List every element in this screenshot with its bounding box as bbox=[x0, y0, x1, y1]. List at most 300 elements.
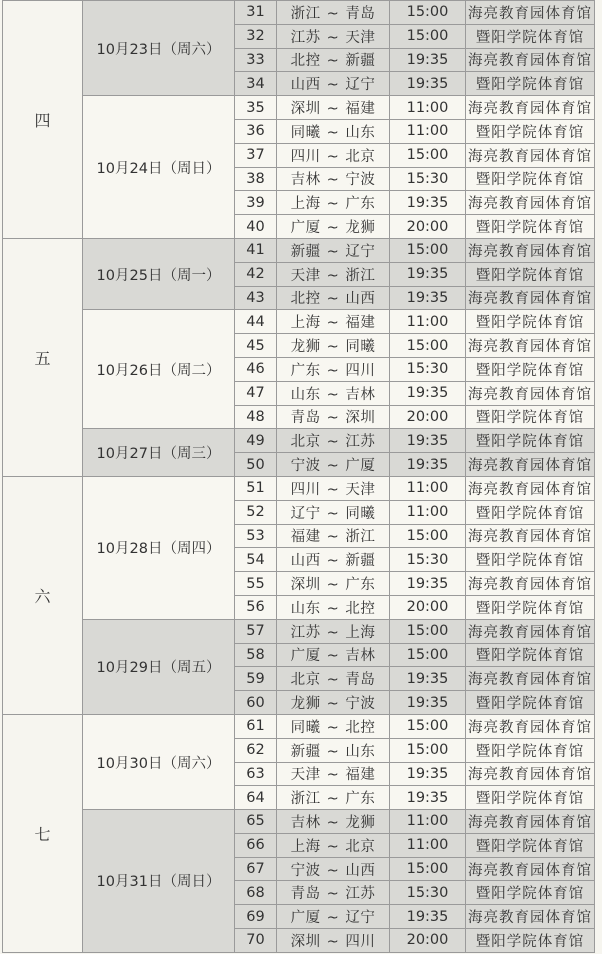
game-number: 41 bbox=[235, 238, 277, 262]
home-team: 宁波 bbox=[290, 458, 321, 475]
away-team: 北控 bbox=[345, 719, 376, 736]
home-team: 同曦 bbox=[290, 719, 321, 736]
venue: 海亮教育园体育馆 bbox=[466, 191, 595, 215]
away-team: 北控 bbox=[345, 600, 376, 617]
venue: 海亮教育园体育馆 bbox=[466, 143, 595, 167]
away-team: 福建 bbox=[345, 315, 376, 332]
home-team: 吉林 bbox=[290, 172, 321, 189]
match-date: 10月31日（周日） bbox=[83, 810, 235, 953]
venue: 暨阳学院体育馆 bbox=[466, 405, 595, 429]
game-number: 51 bbox=[235, 476, 277, 500]
away-team: 北京 bbox=[345, 148, 376, 165]
tip-off-time: 15:00 bbox=[390, 24, 466, 48]
tip-off-time: 11:00 bbox=[390, 810, 466, 834]
home-team: 新疆 bbox=[290, 243, 321, 260]
venue: 海亮教育园体育馆 bbox=[466, 48, 595, 72]
matchup bbox=[277, 762, 390, 786]
away-team: 同曦 bbox=[345, 339, 376, 356]
venue: 海亮教育园体育馆 bbox=[466, 524, 595, 548]
away-team: 山西 bbox=[345, 291, 376, 308]
match-date: 10月30日（周六） bbox=[83, 714, 235, 809]
venue: 暨阳学院体育馆 bbox=[466, 929, 595, 953]
home-team: 山西 bbox=[290, 77, 321, 94]
home-team: 江苏 bbox=[290, 624, 321, 641]
tip-off-time: 19:35 bbox=[390, 667, 466, 691]
matchup bbox=[277, 48, 390, 72]
matchup bbox=[277, 143, 390, 167]
away-team: 辽宁 bbox=[345, 77, 376, 94]
tip-off-time: 11:00 bbox=[390, 310, 466, 334]
game-number: 35 bbox=[235, 96, 277, 120]
matchup bbox=[277, 786, 390, 810]
venue: 海亮教育园体育馆 bbox=[466, 476, 595, 500]
away-team: 山西 bbox=[345, 862, 376, 879]
home-team: 山东 bbox=[290, 600, 321, 617]
game-number: 67 bbox=[235, 857, 277, 881]
away-team: 山东 bbox=[345, 743, 376, 760]
versus-separator: ~ bbox=[326, 339, 340, 356]
game-row bbox=[3, 714, 595, 738]
game-number: 39 bbox=[235, 191, 277, 215]
tip-off-time: 19:35 bbox=[390, 905, 466, 929]
away-team: 辽宁 bbox=[345, 910, 376, 927]
tip-off-time: 19:35 bbox=[390, 429, 466, 453]
game-number: 38 bbox=[235, 167, 277, 191]
home-team: 上海 bbox=[290, 838, 321, 855]
matchup bbox=[277, 857, 390, 881]
tip-off-time: 11:00 bbox=[390, 476, 466, 500]
matchup bbox=[277, 453, 390, 477]
game-number: 36 bbox=[235, 119, 277, 143]
versus-separator: ~ bbox=[326, 315, 340, 332]
match-date: 10月28日（周四） bbox=[83, 476, 235, 619]
game-row bbox=[3, 619, 595, 643]
venue: 暨阳学院体育馆 bbox=[466, 357, 595, 381]
game-row bbox=[3, 429, 595, 453]
matchup bbox=[277, 905, 390, 929]
home-team: 新疆 bbox=[290, 743, 321, 760]
versus-separator: ~ bbox=[326, 624, 340, 641]
away-team: 四川 bbox=[345, 362, 376, 379]
game-number: 64 bbox=[235, 786, 277, 810]
home-team: 山东 bbox=[290, 386, 321, 403]
versus-separator: ~ bbox=[326, 77, 340, 94]
home-team: 北京 bbox=[290, 672, 321, 689]
venue: 海亮教育园体育馆 bbox=[466, 286, 595, 310]
matchup bbox=[277, 24, 390, 48]
tip-off-time: 19:35 bbox=[390, 262, 466, 286]
versus-separator: ~ bbox=[326, 577, 340, 594]
matchup bbox=[277, 1, 390, 25]
away-team: 福建 bbox=[345, 101, 376, 118]
versus-separator: ~ bbox=[326, 29, 340, 46]
versus-separator: ~ bbox=[326, 553, 340, 570]
home-team: 福建 bbox=[290, 529, 321, 546]
game-row bbox=[3, 1, 595, 25]
versus-separator: ~ bbox=[326, 862, 340, 879]
away-team: 龙狮 bbox=[345, 814, 376, 831]
tip-off-time: 15:00 bbox=[390, 524, 466, 548]
venue: 暨阳学院体育馆 bbox=[466, 429, 595, 453]
venue: 暨阳学院体育馆 bbox=[466, 881, 595, 905]
round-label: 四 bbox=[3, 1, 83, 239]
away-team: 辽宁 bbox=[345, 243, 376, 260]
round-label: 六 bbox=[3, 476, 83, 714]
game-number: 60 bbox=[235, 691, 277, 715]
versus-separator: ~ bbox=[326, 672, 340, 689]
matchup bbox=[277, 191, 390, 215]
tip-off-time: 11:00 bbox=[390, 96, 466, 120]
home-team: 宁波 bbox=[290, 862, 321, 879]
versus-separator: ~ bbox=[326, 53, 340, 70]
home-team: 上海 bbox=[290, 196, 321, 213]
matchup bbox=[277, 619, 390, 643]
home-team: 四川 bbox=[290, 148, 321, 165]
tip-off-time: 15:00 bbox=[390, 738, 466, 762]
home-team: 广厦 bbox=[290, 220, 321, 237]
away-team: 四川 bbox=[345, 933, 376, 950]
matchup bbox=[277, 357, 390, 381]
versus-separator: ~ bbox=[326, 386, 340, 403]
tip-off-time: 11:00 bbox=[390, 500, 466, 524]
versus-separator: ~ bbox=[326, 933, 340, 950]
away-team: 吉林 bbox=[345, 648, 376, 665]
venue: 海亮教育园体育馆 bbox=[466, 381, 595, 405]
tip-off-time: 19:35 bbox=[390, 72, 466, 96]
game-number: 70 bbox=[235, 929, 277, 953]
versus-separator: ~ bbox=[326, 410, 340, 427]
venue: 暨阳学院体育馆 bbox=[466, 691, 595, 715]
home-team: 广厦 bbox=[290, 910, 321, 927]
venue: 海亮教育园体育馆 bbox=[466, 238, 595, 262]
game-number: 31 bbox=[235, 1, 277, 25]
versus-separator: ~ bbox=[326, 767, 340, 784]
game-number: 34 bbox=[235, 72, 277, 96]
tip-off-time: 19:35 bbox=[390, 381, 466, 405]
game-number: 46 bbox=[235, 357, 277, 381]
match-date: 10月29日（周五） bbox=[83, 619, 235, 714]
matchup bbox=[277, 738, 390, 762]
tip-off-time: 15:00 bbox=[390, 334, 466, 358]
home-team: 天津 bbox=[290, 267, 321, 284]
tip-off-time: 11:00 bbox=[390, 833, 466, 857]
matchup bbox=[277, 262, 390, 286]
game-number: 53 bbox=[235, 524, 277, 548]
home-team: 北控 bbox=[290, 53, 321, 70]
match-date: 10月23日（周六） bbox=[83, 1, 235, 96]
home-team: 上海 bbox=[290, 315, 321, 332]
tip-off-time: 20:00 bbox=[390, 215, 466, 239]
away-team: 新疆 bbox=[345, 53, 376, 70]
away-team: 青岛 bbox=[345, 672, 376, 689]
home-team: 四川 bbox=[290, 481, 321, 498]
game-number: 69 bbox=[235, 905, 277, 929]
matchup bbox=[277, 334, 390, 358]
venue: 海亮教育园体育馆 bbox=[466, 857, 595, 881]
tip-off-time: 19:35 bbox=[390, 691, 466, 715]
game-number: 47 bbox=[235, 381, 277, 405]
game-number: 54 bbox=[235, 548, 277, 572]
venue: 海亮教育园体育馆 bbox=[466, 762, 595, 786]
away-team: 龙狮 bbox=[345, 220, 376, 237]
venue: 暨阳学院体育馆 bbox=[466, 500, 595, 524]
matchup bbox=[277, 643, 390, 667]
versus-separator: ~ bbox=[326, 910, 340, 927]
versus-separator: ~ bbox=[326, 886, 340, 903]
home-team: 北控 bbox=[290, 291, 321, 308]
match-date: 10月26日（周二） bbox=[83, 310, 235, 429]
matchup bbox=[277, 72, 390, 96]
venue: 暨阳学院体育馆 bbox=[466, 738, 595, 762]
venue: 暨阳学院体育馆 bbox=[466, 24, 595, 48]
matchup bbox=[277, 595, 390, 619]
venue: 海亮教育园体育馆 bbox=[466, 334, 595, 358]
schedule-table bbox=[2, 0, 595, 953]
game-number: 56 bbox=[235, 595, 277, 619]
home-team: 天津 bbox=[290, 767, 321, 784]
matchup bbox=[277, 238, 390, 262]
versus-separator: ~ bbox=[326, 362, 340, 379]
venue: 海亮教育园体育馆 bbox=[466, 453, 595, 477]
matchup bbox=[277, 524, 390, 548]
round-label: 五 bbox=[3, 238, 83, 476]
tip-off-time: 15:00 bbox=[390, 643, 466, 667]
game-number: 32 bbox=[235, 24, 277, 48]
matchup bbox=[277, 548, 390, 572]
versus-separator: ~ bbox=[326, 529, 340, 546]
versus-separator: ~ bbox=[326, 243, 340, 260]
game-row bbox=[3, 310, 595, 334]
game-row bbox=[3, 476, 595, 500]
away-team: 江苏 bbox=[345, 434, 376, 451]
versus-separator: ~ bbox=[326, 124, 340, 141]
matchup bbox=[277, 96, 390, 120]
venue: 海亮教育园体育馆 bbox=[466, 619, 595, 643]
matchup bbox=[277, 667, 390, 691]
match-date: 10月25日（周一） bbox=[83, 238, 235, 309]
venue: 暨阳学院体育馆 bbox=[466, 310, 595, 334]
matchup bbox=[277, 286, 390, 310]
away-team: 浙江 bbox=[345, 529, 376, 546]
matchup bbox=[277, 405, 390, 429]
game-number: 52 bbox=[235, 500, 277, 524]
away-team: 山东 bbox=[345, 124, 376, 141]
versus-separator: ~ bbox=[326, 505, 340, 522]
versus-separator: ~ bbox=[326, 838, 340, 855]
away-team: 广东 bbox=[345, 196, 376, 213]
venue: 暨阳学院体育馆 bbox=[466, 72, 595, 96]
away-team: 北京 bbox=[345, 838, 376, 855]
matchup bbox=[277, 381, 390, 405]
home-team: 广东 bbox=[290, 362, 321, 379]
versus-separator: ~ bbox=[326, 458, 340, 475]
home-team: 浙江 bbox=[290, 791, 321, 808]
versus-separator: ~ bbox=[326, 434, 340, 451]
home-team: 青岛 bbox=[290, 410, 321, 427]
tip-off-time: 20:00 bbox=[390, 929, 466, 953]
matchup bbox=[277, 310, 390, 334]
home-team: 深圳 bbox=[290, 933, 321, 950]
match-date: 10月27日（周三） bbox=[83, 429, 235, 477]
tip-off-time: 19:35 bbox=[390, 191, 466, 215]
away-team: 深圳 bbox=[345, 410, 376, 427]
versus-separator: ~ bbox=[326, 696, 340, 712]
tip-off-time: 15:00 bbox=[390, 1, 466, 25]
home-team: 广厦 bbox=[290, 648, 321, 665]
tip-off-time: 15:00 bbox=[390, 714, 466, 738]
home-team: 龙狮 bbox=[290, 696, 321, 712]
versus-separator: ~ bbox=[326, 481, 340, 498]
away-team: 同曦 bbox=[345, 505, 376, 522]
versus-separator: ~ bbox=[326, 791, 340, 808]
matchup bbox=[277, 810, 390, 834]
tip-off-time: 15:00 bbox=[390, 238, 466, 262]
versus-separator: ~ bbox=[326, 814, 340, 831]
matchup bbox=[277, 500, 390, 524]
tip-off-time: 15:30 bbox=[390, 548, 466, 572]
game-number: 55 bbox=[235, 572, 277, 596]
game-number: 49 bbox=[235, 429, 277, 453]
game-number: 63 bbox=[235, 762, 277, 786]
game-number: 43 bbox=[235, 286, 277, 310]
away-team: 广东 bbox=[345, 791, 376, 808]
versus-separator: ~ bbox=[326, 648, 340, 665]
away-team: 宁波 bbox=[345, 696, 376, 712]
matchup bbox=[277, 215, 390, 239]
versus-separator: ~ bbox=[326, 719, 340, 736]
home-team: 浙江 bbox=[290, 5, 321, 22]
tip-off-time: 15:00 bbox=[390, 619, 466, 643]
away-team: 天津 bbox=[345, 29, 376, 46]
schedule-body bbox=[3, 1, 595, 953]
venue: 暨阳学院体育馆 bbox=[466, 119, 595, 143]
versus-separator: ~ bbox=[326, 148, 340, 165]
versus-separator: ~ bbox=[326, 5, 340, 22]
tip-off-time: 15:30 bbox=[390, 357, 466, 381]
venue: 暨阳学院体育馆 bbox=[466, 215, 595, 239]
game-number: 61 bbox=[235, 714, 277, 738]
venue: 海亮教育园体育馆 bbox=[466, 96, 595, 120]
round-label: 七 bbox=[3, 714, 83, 952]
tip-off-time: 19:35 bbox=[390, 762, 466, 786]
matchup bbox=[277, 691, 390, 715]
home-team: 辽宁 bbox=[290, 505, 321, 522]
home-team: 江苏 bbox=[290, 29, 321, 46]
venue: 暨阳学院体育馆 bbox=[466, 786, 595, 810]
away-team: 上海 bbox=[345, 624, 376, 641]
game-number: 58 bbox=[235, 643, 277, 667]
home-team: 同曦 bbox=[290, 124, 321, 141]
venue: 海亮教育园体育馆 bbox=[466, 572, 595, 596]
game-number: 57 bbox=[235, 619, 277, 643]
venue: 海亮教育园体育馆 bbox=[466, 905, 595, 929]
versus-separator: ~ bbox=[326, 743, 340, 760]
game-number: 48 bbox=[235, 405, 277, 429]
matchup bbox=[277, 881, 390, 905]
versus-separator: ~ bbox=[326, 220, 340, 237]
tip-off-time: 11:00 bbox=[390, 119, 466, 143]
game-number: 33 bbox=[235, 48, 277, 72]
tip-off-time: 15:00 bbox=[390, 857, 466, 881]
game-number: 45 bbox=[235, 334, 277, 358]
away-team: 广东 bbox=[345, 577, 376, 594]
tip-off-time: 19:35 bbox=[390, 48, 466, 72]
tip-off-time: 19:35 bbox=[390, 572, 466, 596]
home-team: 青岛 bbox=[290, 886, 321, 903]
game-number: 62 bbox=[235, 738, 277, 762]
game-row bbox=[3, 96, 595, 120]
game-row bbox=[3, 810, 595, 834]
venue: 暨阳学院体育馆 bbox=[466, 833, 595, 857]
game-number: 66 bbox=[235, 833, 277, 857]
venue: 暨阳学院体育馆 bbox=[466, 595, 595, 619]
home-team: 龙狮 bbox=[290, 339, 321, 356]
tip-off-time: 19:35 bbox=[390, 453, 466, 477]
game-row bbox=[3, 238, 595, 262]
home-team: 深圳 bbox=[290, 577, 321, 594]
away-team: 吉林 bbox=[345, 386, 376, 403]
venue: 暨阳学院体育馆 bbox=[466, 643, 595, 667]
away-team: 天津 bbox=[345, 481, 376, 498]
game-number: 59 bbox=[235, 667, 277, 691]
away-team: 江苏 bbox=[345, 886, 376, 903]
versus-separator: ~ bbox=[326, 101, 340, 118]
home-team: 北京 bbox=[290, 434, 321, 451]
match-date: 10月24日（周日） bbox=[83, 96, 235, 239]
home-team: 深圳 bbox=[290, 101, 321, 118]
versus-separator: ~ bbox=[326, 291, 340, 308]
venue: 海亮教育园体育馆 bbox=[466, 667, 595, 691]
versus-separator: ~ bbox=[326, 196, 340, 213]
tip-off-time: 15:30 bbox=[390, 881, 466, 905]
matchup bbox=[277, 119, 390, 143]
venue: 海亮教育园体育馆 bbox=[466, 1, 595, 25]
away-team: 广厦 bbox=[345, 458, 376, 475]
tip-off-time: 15:30 bbox=[390, 167, 466, 191]
venue: 海亮教育园体育馆 bbox=[466, 714, 595, 738]
matchup bbox=[277, 429, 390, 453]
game-number: 42 bbox=[235, 262, 277, 286]
matchup bbox=[277, 572, 390, 596]
away-team: 新疆 bbox=[345, 553, 376, 570]
game-number: 37 bbox=[235, 143, 277, 167]
venue: 暨阳学院体育馆 bbox=[466, 548, 595, 572]
matchup bbox=[277, 833, 390, 857]
home-team: 吉林 bbox=[290, 814, 321, 831]
versus-separator: ~ bbox=[326, 172, 340, 189]
away-team: 青岛 bbox=[345, 5, 376, 22]
game-number: 65 bbox=[235, 810, 277, 834]
away-team: 宁波 bbox=[345, 172, 376, 189]
game-number: 40 bbox=[235, 215, 277, 239]
tip-off-time: 19:35 bbox=[390, 286, 466, 310]
tip-off-time: 15:00 bbox=[390, 143, 466, 167]
venue: 暨阳学院体育馆 bbox=[466, 262, 595, 286]
game-number: 68 bbox=[235, 881, 277, 905]
game-number: 44 bbox=[235, 310, 277, 334]
matchup bbox=[277, 929, 390, 953]
matchup bbox=[277, 714, 390, 738]
away-team: 浙江 bbox=[345, 267, 376, 284]
tip-off-time: 20:00 bbox=[390, 405, 466, 429]
versus-separator: ~ bbox=[326, 267, 340, 284]
venue: 暨阳学院体育馆 bbox=[466, 167, 595, 191]
home-team: 山西 bbox=[290, 553, 321, 570]
matchup bbox=[277, 476, 390, 500]
versus-separator: ~ bbox=[326, 600, 340, 617]
matchup bbox=[277, 167, 390, 191]
away-team: 福建 bbox=[345, 767, 376, 784]
